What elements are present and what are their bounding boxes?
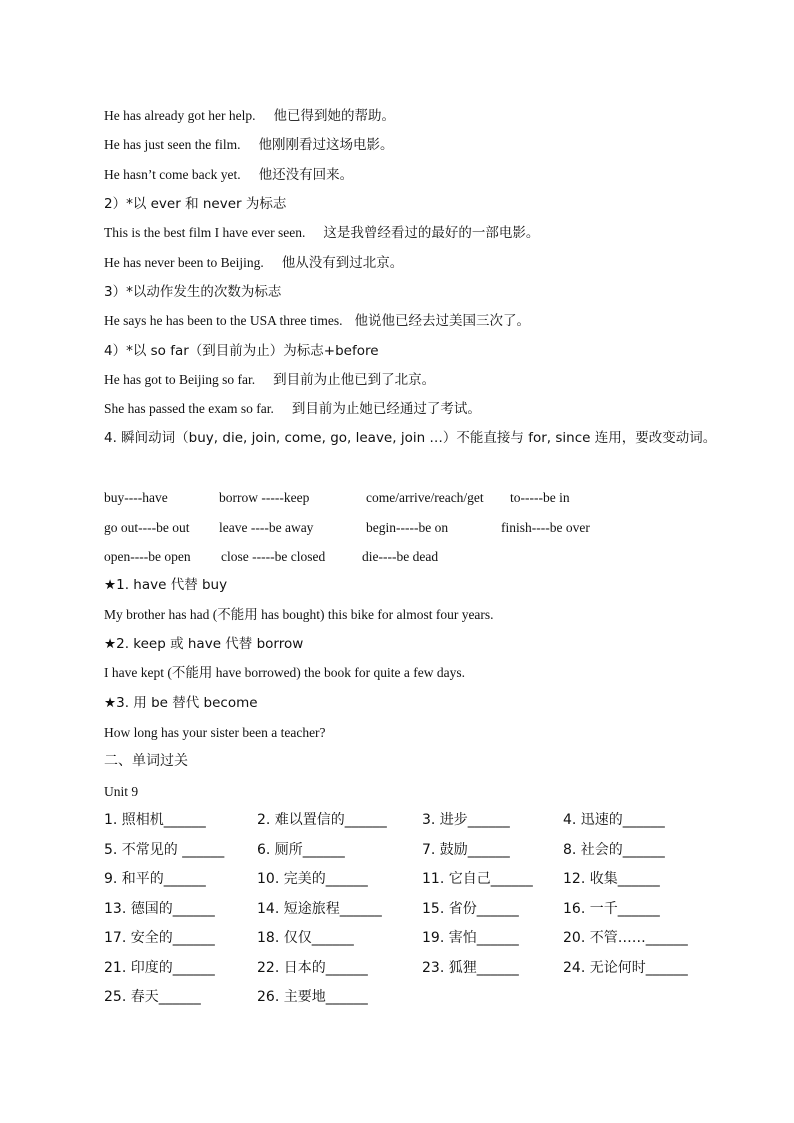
vocab-row bbox=[104, 811, 724, 829]
example-line: He says he has been to the USA three times. 他说他已经去过美国三次了。 bbox=[104, 313, 530, 329]
rule-example: I have kept (不能用 have borrowed) the book for quite a few days. bbox=[104, 665, 466, 680]
vocab-item: 21. 印度的______ bbox=[104, 959, 215, 976]
subheading-so-far: 4）*以 so far（到目前为止）为标志+before bbox=[104, 343, 379, 359]
rule-heading: ★1. have 代替 buy bbox=[104, 577, 228, 593]
vocab-row bbox=[104, 988, 724, 1006]
example-line: He hasn’t come back yet. 他还没有回来。 bbox=[104, 167, 354, 183]
vocab-item: 24. 无论何时______ bbox=[563, 959, 688, 976]
example-line: He has never been to Beijing. 他从没有到过北京。 bbox=[104, 255, 404, 271]
vocab-item: 25. 春天______ bbox=[104, 989, 201, 1005]
vocab-item: 19. 害怕______ bbox=[422, 930, 519, 946]
vocab-row bbox=[104, 900, 724, 918]
example-line: She has passed the exam so far. 到目前为止她已经通过了考试。 bbox=[104, 401, 481, 417]
subheading-times: 3）*以动作发生的次数为标志 bbox=[104, 284, 282, 300]
vocab-item: 9. 和平的______ bbox=[104, 871, 206, 887]
vocab-item: 23. 狐狸______ bbox=[422, 959, 519, 976]
vocab-item: 26. 主要地______ bbox=[257, 989, 368, 1005]
vocab-item: 8. 社会的______ bbox=[563, 841, 665, 858]
rule-example: My brother has had (不能用 has bought) this bike for almost four years. bbox=[104, 607, 494, 622]
rule-heading: ★2. keep 或 have 代替 borrow bbox=[104, 636, 304, 652]
example-line: This is the best film I have ever seen. 这是我曾经看过的最好的一部电影。 bbox=[104, 225, 540, 241]
unit-label: Unit 9 bbox=[104, 784, 139, 799]
vocab-row bbox=[104, 929, 724, 947]
vocab-item: 2. 难以置信的______ bbox=[257, 812, 387, 828]
verb-pairs-row: open----be open close -----be closed die----be dead bbox=[104, 549, 439, 564]
vocab-item: 14. 短途旅程______ bbox=[257, 900, 382, 917]
example-line: He has just seen the film. 他刚刚看过这场电影。 bbox=[104, 137, 394, 153]
vocab-row bbox=[104, 870, 724, 888]
subheading-ever-never: 2）*以 ever 和 never 为标志 bbox=[104, 196, 287, 212]
vocab-row bbox=[104, 841, 724, 859]
vocab-item: 1. 照相机______ bbox=[104, 812, 206, 828]
point-4-paragraph: 4. 瞬间动词（buy, die, join, come, go, leave, join …）不能直接与 for, since 连用，要改变动词。 bbox=[104, 430, 717, 446]
rule-heading: ★3. 用 be 替代 become bbox=[104, 695, 258, 711]
vocab-item: 6. 厕所______ bbox=[257, 841, 345, 858]
vocab-item: 3. 进步______ bbox=[422, 812, 510, 828]
vocab-item: 4. 迅速的______ bbox=[563, 812, 665, 828]
vocab-item: 20. 不管……______ bbox=[563, 930, 688, 946]
section-title: 二、单词过关 bbox=[104, 753, 188, 769]
verb-pairs-row: buy----have borrow -----keep come/arrive/reach/get to-----be in bbox=[104, 490, 570, 505]
example-line: He has already got her help. 他已得到她的帮助。 bbox=[104, 108, 395, 124]
vocab-item: 13. 德国的______ bbox=[104, 900, 215, 917]
vocab-item: 17. 安全的______ bbox=[104, 930, 215, 946]
vocab-item: 18. 仅仅______ bbox=[257, 930, 354, 946]
verb-pairs-row: go out----be out leave ----be away begin-----be on finish----be over bbox=[104, 520, 590, 535]
vocab-item: 15. 省份______ bbox=[422, 900, 519, 917]
vocab-item: 10. 完美的______ bbox=[257, 871, 368, 887]
vocab-item: 7. 鼓励______ bbox=[422, 841, 510, 858]
vocab-item: 12. 收集______ bbox=[563, 871, 660, 887]
vocab-item: 11. 它自己______ bbox=[422, 871, 533, 887]
vocab-item: 16. 一千______ bbox=[563, 900, 660, 917]
example-line: He has got to Beijing so far. 到目前为止他已到了北京。 bbox=[104, 372, 436, 388]
vocab-item: 22. 日本的______ bbox=[257, 959, 368, 976]
rule-example: How long has your sister been a teacher? bbox=[104, 725, 326, 740]
vocab-item: 5. 不常见的 ______ bbox=[104, 841, 225, 858]
vocab-row bbox=[104, 959, 724, 977]
